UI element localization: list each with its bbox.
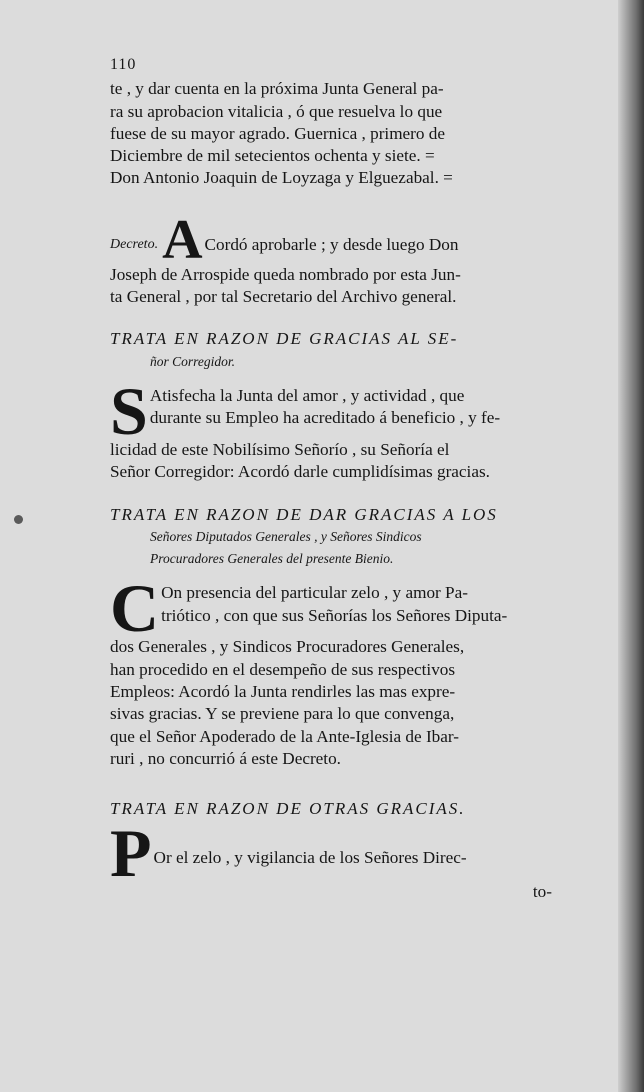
paragraph-line: Atisfecha la Junta del amor , y actividad , que: [149, 385, 465, 405]
paragraph-line: Or el zelo , y vigilancia de los Señores Direc-: [153, 847, 467, 867]
paragraph-line: triótico , con que sus Señorías los Señores Diputa-: [161, 605, 508, 625]
intro-line: te , y dar cuenta en la próxima Junta General pa-: [110, 79, 444, 99]
section-gracias-diputados: [110, 504, 552, 771]
ink-spot: [14, 515, 23, 524]
catchword: to-: [532, 881, 552, 901]
paragraph-line: sivas gracias. Y se previene para lo que convenga,: [110, 704, 455, 724]
decreto-paragraph: [110, 208, 552, 309]
section-heading: TRATA EN RAZON DE OTRAS GRACIAS.: [110, 799, 466, 819]
dropcap-s: S: [110, 372, 148, 449]
section-gracias-corregidor: [110, 328, 552, 483]
section-heading: TRATA EN RAZON DE GRACIAS AL SE-: [110, 329, 459, 349]
paragraph-line: durante su Empleo ha acreditado á beneficio , y fe-: [149, 408, 501, 428]
paragraph-line: dos Generales , y Sindicos Procuradores Generales,: [110, 637, 465, 657]
dropcap-p: P: [110, 814, 152, 891]
decreto-first-line: Cordó aprobarle ; y desde luego Don: [204, 234, 459, 254]
section-subheading: Señores Diputados Generales , y Señores Sindicos: [150, 528, 422, 544]
paragraph-line: que el Señor Apoderado de la Ante-Iglesia de Ibar-: [110, 726, 460, 746]
section-heading: TRATA EN RAZON DE DAR GRACIAS A LOS: [110, 504, 498, 524]
intro-line: ra su aprobacion vitalicia , ó que resuelva lo que: [110, 101, 443, 121]
paragraph-line: On presencia del particular zelo , y amor Pa-: [161, 583, 468, 603]
page-content: [110, 54, 552, 903]
decreto-label: Decreto.: [110, 236, 159, 252]
section-subheading: ñor Corregidor.: [150, 353, 236, 369]
dropcap-c: C: [110, 570, 160, 647]
dropcap-a: A: [162, 208, 203, 271]
intro-line: fuese de su mayor agrado. Guernica , primero de: [110, 123, 446, 143]
paragraph-line: Empleos: Acordó la Junta rendirles las mas expre-: [110, 682, 456, 702]
page-gutter-shadow: [618, 0, 644, 1092]
paragraph-line: han procedido en el desempeño de sus respectivos: [110, 659, 456, 679]
intro-line: Don Antonio Joaquin de Loyzaga y Elguezabal. =: [110, 168, 453, 188]
paragraph-line: Señor Corregidor: Acordó darle cumplidísimas gracias.: [110, 462, 490, 482]
intro-paragraph: [110, 78, 552, 189]
decreto-line: ta General , por tal Secretario del Archivo general.: [110, 287, 457, 307]
decreto-line: Joseph de Arrospide queda nombrado por esta Jun-: [110, 264, 461, 284]
section-otras-gracias: [110, 798, 552, 903]
intro-line: Diciembre de mil setecientos ochenta y siete. =: [110, 146, 435, 166]
paragraph-line: ruri , no concurrió á este Decreto.: [110, 748, 341, 768]
section-subheading: Procuradores Generales del presente Bienio.: [150, 551, 394, 567]
page-number: 110: [110, 56, 137, 73]
paragraph-line: licidad de este Nobilísimo Señorío , su Señoría el: [110, 439, 450, 459]
